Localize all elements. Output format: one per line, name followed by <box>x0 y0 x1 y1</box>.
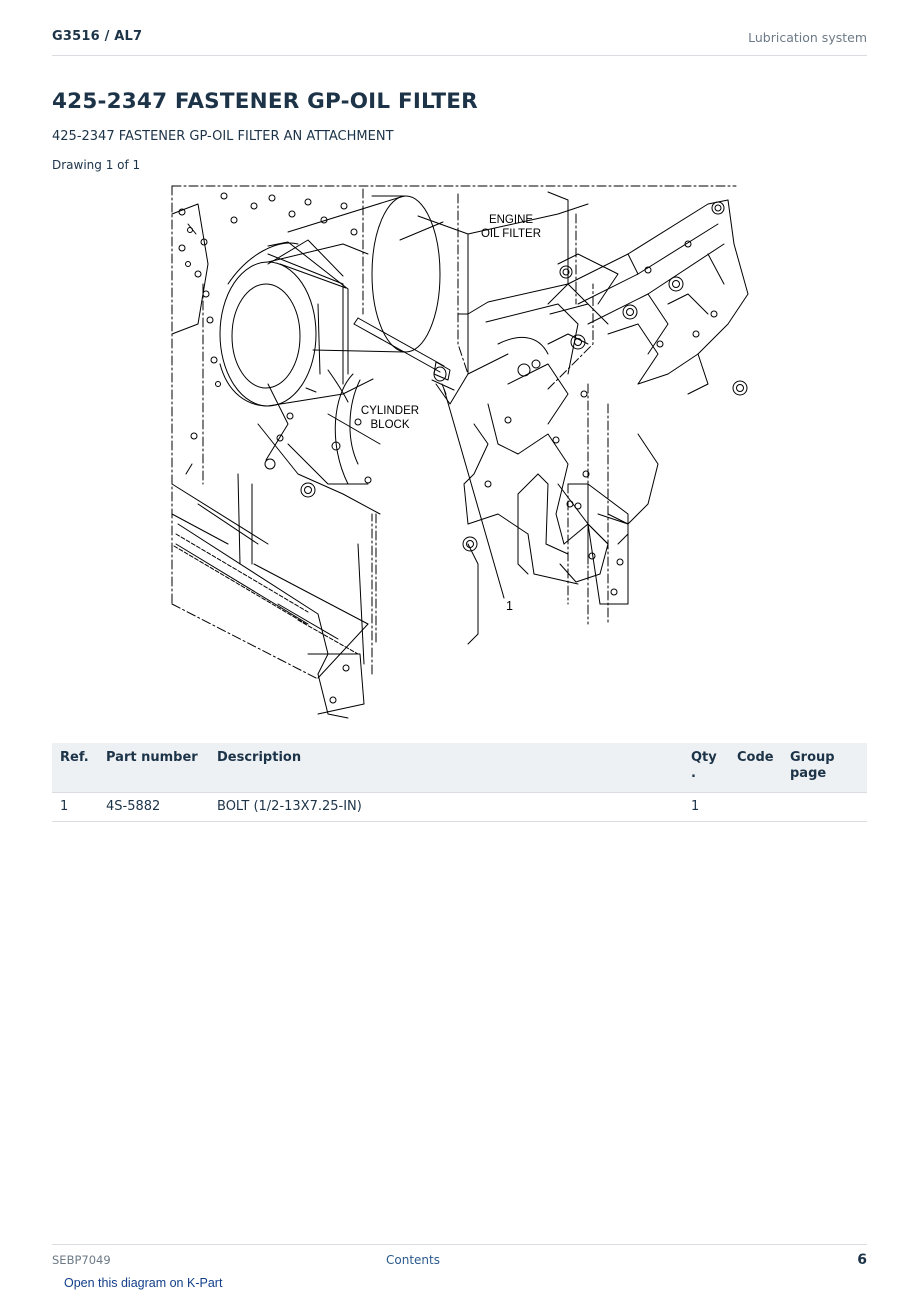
header-code: Code <box>729 743 782 792</box>
hatched-rib <box>174 534 358 654</box>
cell-description: BOLT (1/2-13X7.25-IN) <box>209 792 683 821</box>
label-cylinder-block-2: BLOCK <box>370 419 410 431</box>
page-number: 6 <box>857 1252 867 1268</box>
header-description: Description <box>209 743 683 792</box>
header-qty-line1: Qty <box>691 750 717 765</box>
cell-code <box>729 792 782 821</box>
block-flange <box>172 193 357 439</box>
label-engine-oil-filter-1: ENGINE <box>488 214 534 226</box>
page-subtitle: 425-2347 FASTENER GP-OIL FILTER AN ATTACHMENT <box>52 129 394 144</box>
cell-group-page <box>782 792 867 821</box>
header-qty-line2: . <box>691 766 696 781</box>
filter-housing <box>220 242 373 406</box>
table-header-row <box>52 743 867 792</box>
cell-qty: 1 <box>683 792 729 821</box>
callout-number: 1 <box>506 599 513 613</box>
page-title: 425-2347 FASTENER GP-OIL FILTER <box>52 89 478 114</box>
header-qty <box>683 743 729 792</box>
bolt-part-1 <box>354 318 454 390</box>
header-ref: Ref. <box>52 743 98 792</box>
document-model: G3516 / AL7 <box>52 29 143 44</box>
header-group-line2: page <box>790 766 827 781</box>
header-group-page <box>782 743 867 792</box>
label-cylinder-block-1: CYLINDER <box>360 405 420 417</box>
oil-filter-canister <box>268 196 440 402</box>
contents-link[interactable]: Contents <box>386 1253 440 1267</box>
crankcase-lower <box>172 464 368 718</box>
cell-ref: 1 <box>52 792 98 821</box>
footer-divider <box>52 1244 867 1245</box>
accessory-housing <box>464 284 608 584</box>
cell-part-number: 4S-5882 <box>98 792 209 821</box>
upper-right-frame <box>548 200 748 395</box>
table-row <box>52 792 867 821</box>
cylinder-bore <box>258 374 380 514</box>
label-engine-oil-filter-2: OIL FILTER <box>480 228 542 240</box>
header-group-line1: Group <box>790 750 835 765</box>
document-id: SEBP7049 <box>52 1253 111 1267</box>
lower-right-legs <box>463 434 658 644</box>
open-kpart-link[interactable]: Open this diagram on K-Part <box>64 1276 223 1290</box>
header-part-number: Part number <box>98 743 209 792</box>
parts-diagram <box>168 184 752 720</box>
callout-leader <box>444 389 504 598</box>
header-divider <box>52 55 867 56</box>
block-outline <box>172 186 736 679</box>
section-name: Lubrication system <box>748 30 867 45</box>
parts-table <box>52 743 867 822</box>
drawing-counter: Drawing 1 of 1 <box>52 158 141 172</box>
